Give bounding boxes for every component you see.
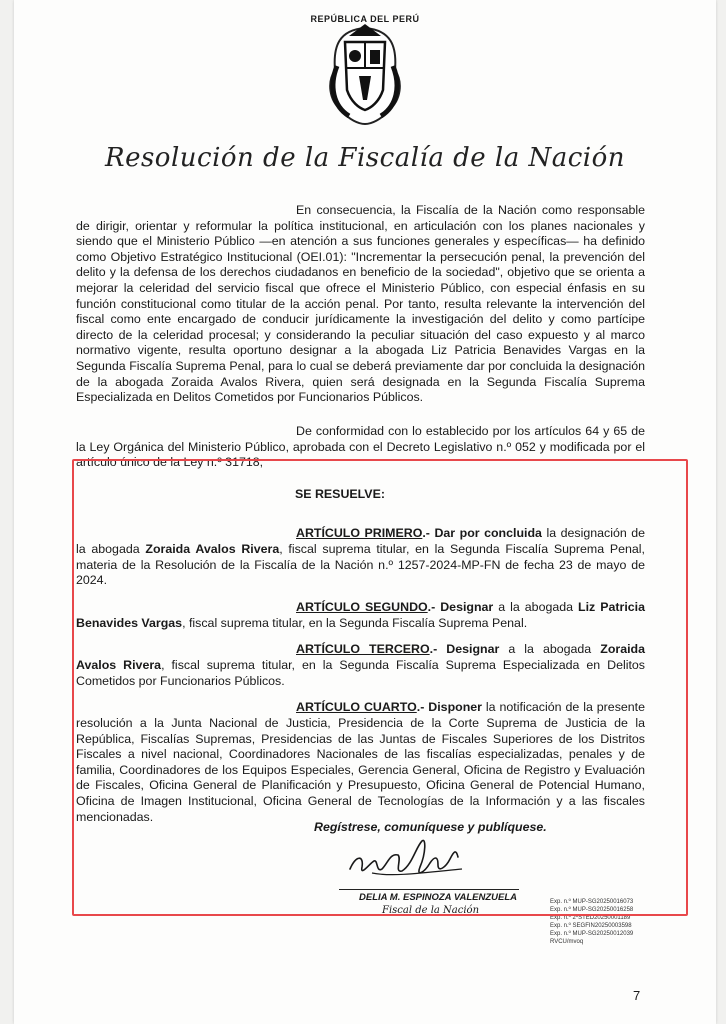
- article-verb: Dar por concluida: [434, 526, 542, 541]
- article-text-2: , fiscal suprema titular, en la Segunda Fiscalía Suprema Especializada en Delitos Cometidos por Funcionarios Públicos.: [76, 657, 645, 688]
- article-separator: .-: [422, 526, 435, 541]
- article-separator: .-: [429, 642, 447, 657]
- resolution-heading: SE RESUELVE:: [295, 487, 385, 501]
- file-reference: Exp. n.º MUP-SG20250016258: [550, 907, 634, 913]
- file-reference: Exp. n.º SEGFIN20250003598: [550, 923, 632, 929]
- article-heading: ARTÍCULO PRIMERO: [296, 526, 423, 541]
- article-text: [76, 700, 645, 825]
- article-text: [76, 642, 645, 689]
- closing-formula: Regístrese, comuníquese y publíquese.: [314, 820, 547, 834]
- article-text-1: a la abogada: [499, 642, 601, 657]
- seal-label: REPÚBLICA DEL PERÚ: [310, 14, 420, 24]
- file-reference: Exp. n.º MUP-SG20250016073: [550, 899, 634, 905]
- article-person: Liz Patricia Benavides Vargas: [76, 600, 646, 630]
- article-text-2: , fiscal suprema titular, en la Segunda Fiscalía Suprema Penal.: [182, 615, 528, 630]
- file-references: [550, 898, 633, 946]
- article-text-1: la notificación de la presente resolución a la Junta Nacional de Justicia, Presidencia de la Corte Suprema de Justicia de la República, Fiscalías Supremas, Presidencias de las Juntas de Fiscales Superiores de los Distritos Fiscales a nivel nacional, Coordinadores Nacionales de las fiscalías especializadas, penales y de familia, Coordinadores de los Equipos Especiales, Gerencia General, Oficina de Registro y Evaluación de Fiscales, Oficina General de Planificación y Presupuesto, Oficina General de Potencial Humano, Oficina de Imagen Institucional, Oficina General de Tecnologías de la Información y a las fiscales mencionadas.: [76, 700, 646, 824]
- paragraph-consecuencia: [76, 203, 645, 406]
- signer-name: DELIA M. ESPINOZA VALENZUELA: [359, 892, 517, 903]
- article-text-1: a la abogada: [493, 600, 579, 615]
- article-separator: .-: [427, 600, 441, 615]
- paragraph-text: En consecuencia, la Fiscalía de la Nación como responsable de dirigir, orientar y reformular la política institucional, en articulación con los planes nacionales y siendo que el Ministerio Público —en atención a sus funciones generales y específicas— ha definido como Objetivo Estratégico Institucional (OEI.01): "Incrementar la persecución penal, la prevención del delito y la defensa de los derechos ciudadanos en beneficio de la sociedad", objetivo que se orienta a mejorar la celeridad del servicio fiscal que ofrece el Ministerio Público, con especial énfasis en su función constitucional como titular de la acción penal. Por tanto, resulta relevante la intervención del fiscal como ente encargado de conducir jurídicamente la investigación del delito y como partícipe directo de la celeridad procesal; y considerando la peculiar situación del caso expuesto y al marco normativo vigente, resulta oportuno designar a la abogada Liz Patricia Benavides Vargas en la Segunda Fiscalía Suprema Penal, para lo cual se deberá previamente dar por concluida la designación de la abogada Zoraida Avalos Rivera, quien será designada en la Segunda Fiscalía Suprema Especializada en Delitos Cometidos por Funcionarios Públicos.: [76, 203, 645, 405]
- article-text-1: la designación de la abogada: [76, 526, 646, 556]
- article-heading: ARTÍCULO SEGUNDO: [296, 600, 428, 615]
- article-verb: Designar: [446, 642, 500, 657]
- document-page: [14, 0, 716, 1024]
- article-person: Zoraida Avalos Rivera: [145, 541, 280, 556]
- handwritten-signature: [342, 833, 492, 893]
- article-text: [76, 600, 645, 631]
- article-verb: Designar: [440, 600, 494, 615]
- document-title: Resolución de la Fiscalía de la Nación: [105, 143, 625, 173]
- signature-line: [339, 889, 519, 890]
- paragraph-text: De conformidad con lo establecido por los artículos 64 y 65 de la Ley Orgánica del Ministerio Público, aprobada con el Decreto Legislativo n.º 052 y modificada por el artículo único de la Ley n.º 31718;: [76, 424, 645, 470]
- article-heading: ARTÍCULO TERCERO: [296, 642, 430, 657]
- paragraph-conformidad: [76, 424, 645, 471]
- article-cuarto: [76, 688, 645, 838]
- signer-role: Fiscal de la Nación: [382, 905, 480, 916]
- article-text: [76, 526, 645, 588]
- page-number: 7: [633, 988, 641, 1003]
- article-person: Zoraida Avalos Rivera: [76, 642, 646, 672]
- file-reference: RVCU/mvoq: [550, 939, 584, 945]
- article-verb: Disponer: [428, 700, 482, 715]
- file-reference: Exp. n.º 2ºSTED20250001189: [550, 915, 631, 921]
- peru-coat-of-arms-icon: [319, 16, 411, 126]
- article-heading: ARTÍCULO CUARTO: [296, 700, 417, 715]
- article-text-2: , fiscal suprema titular, en la Segunda Fiscalía Suprema Penal, materia de la Resolución de la Fiscalía de la Nación n.º 1257-2024-MP-FN de fecha 23 de mayo de 2024.: [76, 541, 645, 588]
- article-separator: .-: [416, 700, 429, 715]
- file-reference: Exp. n.º MUP-SG20250012039: [550, 931, 634, 937]
